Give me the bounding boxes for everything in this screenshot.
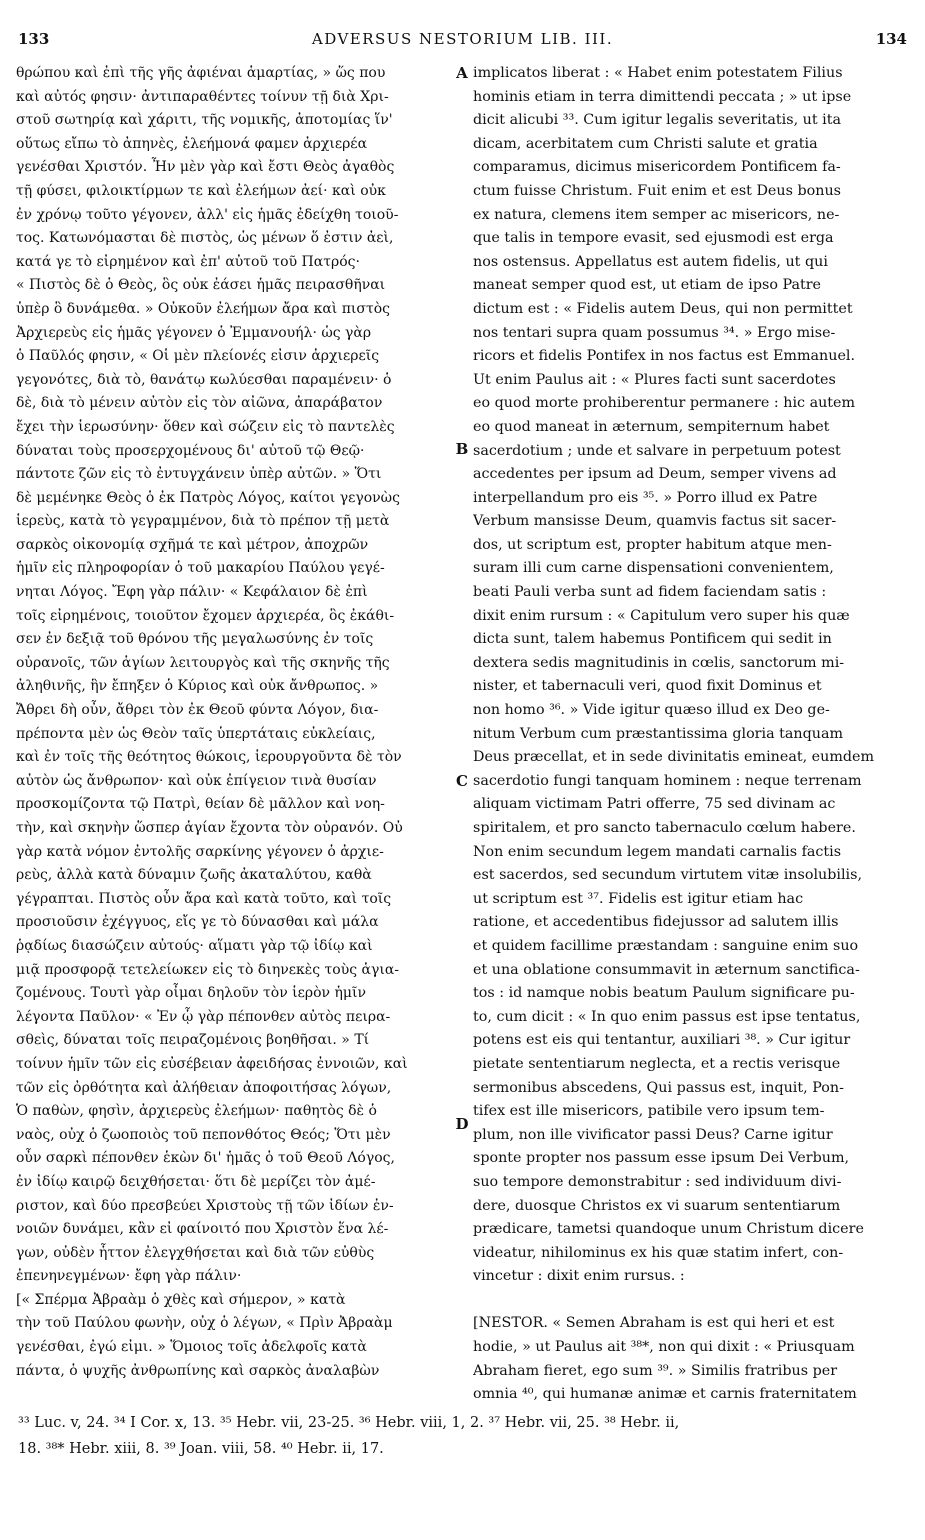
greek-text-line: [« Σπέρμα Ἀβραὰμ ὁ χθὲς καὶ σήμερον, » κατὰ: [16, 1291, 346, 1308]
latin-text-line: ctum fuisse Christum. Fuit enim et est Deus bonus: [473, 182, 841, 199]
greek-text-line: οὕτως εἴπω τὸ ἀπηνὲς, ἐλεήμονά φαμεν ἀρχιερέα: [16, 135, 368, 152]
latin-text-line: dicam, acerbitatem cum Christi salute et gratia: [473, 135, 818, 152]
footnote-line: 18. ³⁸* Hebr. xiii, 8. ³⁹ Joan. viii, 58. ⁴⁰ Hebr. ii, 17.: [18, 1441, 384, 1457]
latin-text-line: potens est eis qui tentantur, auxiliari ³⁸. » Cur igitur: [473, 1032, 851, 1049]
latin-text-line: spiritalem, et pro sancto tabernaculo cœlum habere.: [473, 820, 856, 836]
latin-text-line: eo quod maneat in æternum, sempiternum habet: [473, 418, 830, 435]
greek-text-line: τῶν εἰς ὀρθότητα καὶ ἀλήθειαν ἀποφοιτήσας λόγων,: [16, 1079, 392, 1096]
latin-text-line: Non enim secundum legem mandati carnalis factis: [473, 843, 842, 860]
latin-text-line: ex natura, clemens item semper ac misericors, ne-: [473, 206, 840, 223]
greek-text-line: ζομένους. Τουτὶ γὰρ οἶμαι δηλοῦν τὸν ἱερὸν ἡμῖν: [16, 985, 367, 1002]
greek-text-line: δὲ, διὰ τὸ μένειν αὐτὸν εἰς τὸν αἰῶνα, ἀπαράβατον: [16, 395, 383, 412]
greek-text-line: δύναται τοὺς προσερχομένους δι' αὐτοῦ τῷ Θεῷ·: [16, 442, 365, 459]
greek-text-line: ἐπενηνεγμένων· ἔφη γὰρ πάλιν·: [16, 1268, 242, 1285]
latin-text-line: [NESTOR. « Semen Abraham is est qui heri et est: [473, 1315, 835, 1332]
greek-text-line: τὴν, καὶ σκηνὴν ὥσπερ ἁγίαν ἔχοντα τὸν οὐρανόν. Οὐ: [16, 820, 403, 836]
greek-text-line: γενέσθαι Χριστόν. Ἦν μὲν γὰρ καὶ ἔστι Θεὸς ἀγαθὸς: [16, 159, 395, 176]
latin-text-line: nister, et tabernaculi veri, quod fixit Dominus et: [473, 678, 822, 695]
greek-text-line: ἐν χρόνῳ τοῦτο γέγονεν, ἀλλ' εἰς ἡμᾶς ἐδείχθη τοιοῦ-: [16, 206, 399, 223]
greek-text-line: γέγραπται. Πιστὸς οὖν ἄρα καὶ κατὰ τοῦτο, καὶ τοῖς: [16, 890, 392, 907]
greek-text-line: Ὁ παθὼν, φησὶν, ἀρχιερεὺς ἐλεήμων· παθητὸς δὲ ὁ: [16, 1103, 377, 1120]
greek-text-line: Ἄθρει δὴ οὖν, ἄθρει τὸν ἐκ Θεοῦ φύντα Λόγον, δια-: [16, 702, 379, 719]
latin-text-line: dictum est : « Fidelis autem Deus, qui non permittet: [473, 300, 853, 317]
latin-text-line: omnia ⁴⁰, qui humanæ animæ et carnis fraternitatem: [473, 1386, 857, 1403]
greek-text-line: προσιοῦσιν ἐχέγγυος, εἴς γε τὸ δύνασθαι καὶ μάλα: [16, 914, 379, 931]
section-marker-c: C: [456, 772, 468, 790]
greek-text-line: λέγοντα Παῦλον· « Ἐν ᾧ γὰρ πέπονθεν αὐτὸς πειρα-: [16, 1008, 391, 1025]
latin-text-line: vincetur : dixit enim rursus. :: [473, 1268, 685, 1285]
greek-text-line: οὐρανοῖς, τῶν ἁγίων λειτουργὸς καὶ τῆς σκηνῆς τῆς: [16, 654, 390, 671]
greek-text-line: ἐν ἰδίῳ καιρῷ δειχθήσεται· ὅτι δὲ μερίζει τὸν ἀμέ-: [16, 1173, 376, 1190]
latin-text-line: dextera sedis magnitudinis in cœlis, sanctorum mi-: [473, 654, 845, 671]
latin-text-line: Deus præcellat, et in sede divinitatis emineat, eumdem: [473, 749, 875, 766]
greek-text-line: νηται Λόγος. Ἔφη γὰρ πάλιν· « Κεφάλαιον δὲ ἐπὶ: [16, 584, 368, 601]
latin-text-line: sermonibus abscedens, Qui passus est, inquit, Pon-: [473, 1079, 844, 1096]
latin-text-line: maneat semper quod est, ut etiam de ipso Patre: [473, 277, 822, 294]
greek-text-line: νοιῶν δυνάμει, κἂν εἰ φαίνοιτό που Χριστὸν ἕνα λέ-: [16, 1221, 389, 1238]
greek-text-line: πάντοτε ζῶν εἰς τὸ ἐντυγχάνειν ὑπὲρ αὐτῶν. » Ὅτι: [16, 466, 382, 483]
latin-text-line: non homo ³⁶. » Vide igitur quæso illud ex Deo ge-: [473, 702, 830, 719]
latin-text-line: suram illi cum carne dispensationi convenientem,: [473, 560, 834, 577]
latin-text-line: interpellandum pro eis ³⁵. » Porro illud ex Patre: [473, 489, 818, 506]
greek-text-line: γὰρ κατὰ νόμον ἐντολῆς σαρκίνης γέγονεν ὁ ἀρχιε-: [16, 843, 384, 860]
greek-text-line: τοῖς εἰρημένοις, τοιοῦτον ἔχομεν ἀρχιερέα, ὃς ἐκάθι-: [16, 607, 395, 624]
greek-text-line: ῥᾳδίως διασώζειν αὐτούς· αἵματι γὰρ τῷ ἰδίῳ καὶ: [16, 937, 373, 954]
greek-text-line: γων, οὐδὲν ἧττον ἐλεγχθήσεται καὶ διὰ τῶν εὐθὺς: [16, 1244, 375, 1261]
greek-text-line: ριστον, καὶ δύο πρεσβεύει Χριστοὺς τῇ τῶν ἰδίων ἐν-: [16, 1197, 394, 1214]
latin-text-line: dere, duosque Christos ex vi suarum sententiarum: [473, 1197, 841, 1214]
greek-text-line: « Πιστὸς δὲ ὁ Θεὸς, ὃς οὐκ ἐάσει ἡμᾶς πειρασθῆναι: [16, 277, 386, 294]
greek-text-line: κατά γε τὸ εἰρημένον καὶ ἐπ' αὐτοῦ τοῦ Πατρός·: [16, 253, 360, 270]
greek-text-line: προσκομίζοντα τῷ Πατρὶ, θείαν δὲ μᾶλλον καὶ νοη-: [16, 796, 385, 813]
page-number-left: 133: [18, 30, 50, 48]
greek-text-line: στοῦ σωτηρίᾳ καὶ χάριτι, τῆς νομικῆς, ἀποτομίας ἵν': [16, 112, 393, 129]
latin-text-line: sponte propter nos passum esse ipsum Dei Verbum,: [473, 1150, 850, 1167]
latin-text-line: est sacerdos, sed secundum virtutem vitæ insolubilis,: [473, 867, 862, 884]
greek-text-column: [16, 62, 454, 1383]
greek-text-line: μιᾷ προσφορᾷ τετελείωκεν εἰς τὸ διηνεκὲς τοὺς ἁγια-: [16, 961, 400, 978]
greek-text-line: ρεὺς, ἀλλὰ κατὰ δύναμιν ζωῆς ἀκαταλύτου, καθὰ: [16, 867, 372, 884]
latin-text-line: implicatos liberat : « Habet enim potestatem Filius: [473, 65, 843, 81]
latin-text-line: pietate sententiarum neglecta, et a rectis verisque: [473, 1055, 841, 1072]
latin-text-line: [473, 1289, 920, 1313]
latin-text-line: ratione, et accedentibus fidejussor ad salutem illis: [473, 914, 839, 931]
section-marker-a: A: [456, 64, 468, 82]
latin-text-line: accedentes per ipsum ad Deum, semper vivens ad: [473, 466, 837, 483]
greek-text-line: καὶ αὐτός φησιν· ἀντιπαραθέντες τοίνυν τῇ διὰ Χρι-: [16, 88, 389, 105]
latin-text-line: ut scriptum est ³⁷. Fidelis est igitur etiam hac: [473, 890, 804, 907]
greek-text-line: ὑπὲρ ὃ δυνάμεθα. » Οὐκοῦν ἐλεήμων ἄρα καὶ πιστὸς: [16, 300, 390, 317]
latin-text-line: videatur, nihilominus ex his quæ statim infert, con-: [473, 1244, 844, 1261]
greek-text-line: καὶ ἐν τοῖς τῆς θεότητος θώκοις, ἱερουργοῦντα δὲ τὸν: [16, 749, 402, 766]
latin-text-line: sacerdotio fungi tanquam hominem : neque terrenam: [473, 772, 862, 789]
latin-text-line: suo tempore demonstrabitur : sed individuum divi-: [473, 1173, 842, 1190]
latin-text-line: hodie, » ut Paulus ait ³⁸*, non qui dixit : « Priusquam: [473, 1339, 855, 1356]
latin-text-line: dos, ut scriptum est, propter habitum atque men-: [473, 536, 832, 553]
latin-text-line: Verbum mansisse Deum, quamvis factus sit sacer-: [473, 513, 837, 530]
latin-text-line: tos : id namque nobis beatum Paulum significare pu-: [473, 985, 855, 1002]
greek-text-line: αὐτὸν ὡς ἄνθρωπον· καὶ οὐκ ἐπίγειον τινὰ θυσίαν: [16, 772, 377, 789]
greek-text-line: ἱερεὺς, κατὰ τὸ γεγραμμένον, διὰ τὸ πρέπον τῇ μετὰ: [16, 513, 390, 530]
running-title: ADVERSUS NESTORIUM LIB. III.: [311, 30, 614, 48]
latin-text-line: et una oblatione consummavit in æternum sanctifica-: [473, 961, 860, 978]
latin-text-line: nos tentari supra quam possumus ³⁴. » Ergo mise-: [473, 324, 836, 341]
latin-text-line: Abraham fieret, ego sum ³⁹. » Similis fratribus per: [473, 1362, 838, 1379]
latin-text-line: nitum Verbum cum præstantissima gloria tanquam: [473, 725, 844, 742]
latin-text-line: Ut enim Paulus ait : « Plures facti sunt sacerdotes: [473, 371, 836, 388]
greek-text-line: τοίνυν ἡμῖν τῶν εἰς εὐσέβειαν ἀφειδήσας ἐννοιῶν, καὶ: [16, 1055, 408, 1072]
running-header: [18, 30, 907, 58]
latin-text-line: tifex est ille misericors, patibile vero ipsum tem-: [473, 1103, 825, 1120]
greek-text-line: σθεὶς, δύναται τοῖς πειραζομένοις βοηθῆσαι. » Τί: [16, 1032, 370, 1049]
greek-text-line: ἡμῖν εἰς πληροφορίαν ὁ τοῦ μακαρίου Παύλου γεγέ-: [16, 560, 385, 577]
page-number-right: 134: [875, 30, 907, 48]
section-marker-d: D: [455, 1115, 469, 1133]
latin-text-line: dixit enim rursum : « Capitulum vero super his quæ: [473, 607, 850, 624]
greek-text-line: Ἀρχιερεὺς εἰς ἡμᾶς γέγονεν ὁ Ἐμμανουήλ· ὡς γὰρ: [16, 324, 372, 341]
greek-text-line: σεν ἐν δεξιᾷ τοῦ θρόνου τῆς μεγαλωσύνης ἐν τοῖς: [16, 631, 374, 648]
greek-text-line: δὲ μεμένηκε Θεὸς ὁ ἐκ Πατρὸς Λόγος, καίτοι γεγονὼς: [16, 489, 400, 506]
latin-text-line: que talis in tempore evasit, sed ejusmodi est erga: [473, 230, 834, 247]
latin-text-line: beati Pauli verba sunt ad fidem faciendam satis :: [473, 584, 827, 601]
greek-text-line: οὖν σαρκὶ πέπονθεν ἑκὼν δι' ἡμᾶς ὁ τοῦ Θεοῦ Λόγος,: [16, 1150, 395, 1167]
greek-text-line: ναὸς, οὐχ ὁ ζωοποιὸς τοῦ πεπονθότος Θεός; Ὅτι μὲν: [16, 1126, 391, 1143]
latin-text-line: to, cum dicit : « In quo enim passus est ipse tentatus,: [473, 1008, 861, 1025]
footnote-line: ³³ Luc. v, 24. ³⁴ I Cor. x, 13. ³⁵ Hebr. vii, 23-25. ³⁶ Hebr. viii, 1, 2. ³⁷ Hebr. vii, 25. ³⁸ Hebr. ii,: [18, 1415, 680, 1431]
greek-text-line: θρώπου καὶ ἐπὶ τῆς γῆς ἀφιέναι ἁμαρτίας, » ὥς που: [16, 65, 386, 81]
greek-text-line: γεγονότες, διὰ τὸ, θανάτῳ κωλύεσθαι παραμένειν· ὁ: [16, 371, 392, 388]
greek-text-line: ἔχει τὴν ἱερωσύνην· ὅθεν καὶ σώζειν εἰς τὸ παντελὲς: [16, 418, 395, 435]
latin-text-line: nos ostensus. Appellatus est autem fidelis, ut qui: [473, 253, 828, 270]
greek-text-line: ὁ Παῦλός φησιν, « Οἱ μὲν πλείονές εἰσιν ἀρχιερεῖς: [16, 348, 380, 365]
latin-text-line: dicit alicubi ³³. Cum igitur legalis severitatis, ut ita: [473, 112, 842, 129]
greek-text-line: ἀληθινῆς, ἣν ἔπηξεν ὁ Κύριος καὶ οὐκ ἄνθρωπος. »: [16, 678, 379, 695]
latin-text-line: dicta sunt, talem habemus Pontificem qui sedit in: [473, 631, 832, 648]
greek-text-line: σαρκὸς οἰκονομίᾳ σχῆμά τε καὶ μέτρον, ἀποχρῶν: [16, 536, 369, 553]
latin-text-line: aliquam victimam Patri offerre, 75 sed divinam ac: [473, 796, 836, 813]
greek-text-line: γενέσθαι, ἐγώ εἰμι. » Ὅμοιος τοῖς ἀδελφοῖς κατὰ: [16, 1339, 367, 1356]
latin-text-line: comparamus, dicimus misericordem Pontificem fa-: [473, 159, 841, 176]
latin-text-line: et quidem facillime præstandam : sanguine enim suo: [473, 937, 859, 954]
greek-text-line: πάντα, ὁ ψυχῆς ἀνθρωπίνης καὶ σαρκὸς ἀναλαβὼν: [16, 1362, 380, 1379]
latin-text-line: sacerdotium ; unde et salvare in perpetuum potest: [473, 442, 841, 459]
latin-text-line: ricors et fidelis Pontifex in nos factus est Emmanuel.: [473, 348, 856, 365]
latin-text-line: plum, non ille vivificator passi Deus? Carne igitur: [473, 1126, 833, 1143]
latin-text-line: hominis etiam in terra dimittendi peccata ; » ut ipse: [473, 88, 852, 105]
greek-text-line: τος. Κατωνόμασται δὲ πιστὸς, ὡς μένων ὅ ἐστιν ἀεὶ,: [16, 230, 394, 247]
latin-text-column: [473, 62, 920, 1407]
greek-text-line: πρέποντα μὲν ὡς Θεὸν ταῖς ὑπερτάταις εὐκλείαις,: [16, 725, 376, 742]
footnotes: [18, 1410, 918, 1462]
greek-text-line: τῇ φύσει, φιλοικτίρμων τε καὶ ἐλεήμων ἀεί· καὶ οὐκ: [16, 182, 386, 199]
greek-text-line: τὴν τοῦ Παύλου φωνὴν, οὐχ ὁ λέγων, « Πρὶν Ἀβραὰμ: [16, 1315, 393, 1332]
latin-text-line: prædicare, tametsi quandoque unum Christum dicere: [473, 1221, 864, 1238]
latin-text-line: eo quod morte prohiberentur permanere : hic autem: [473, 395, 856, 412]
section-marker-b: B: [455, 440, 469, 458]
